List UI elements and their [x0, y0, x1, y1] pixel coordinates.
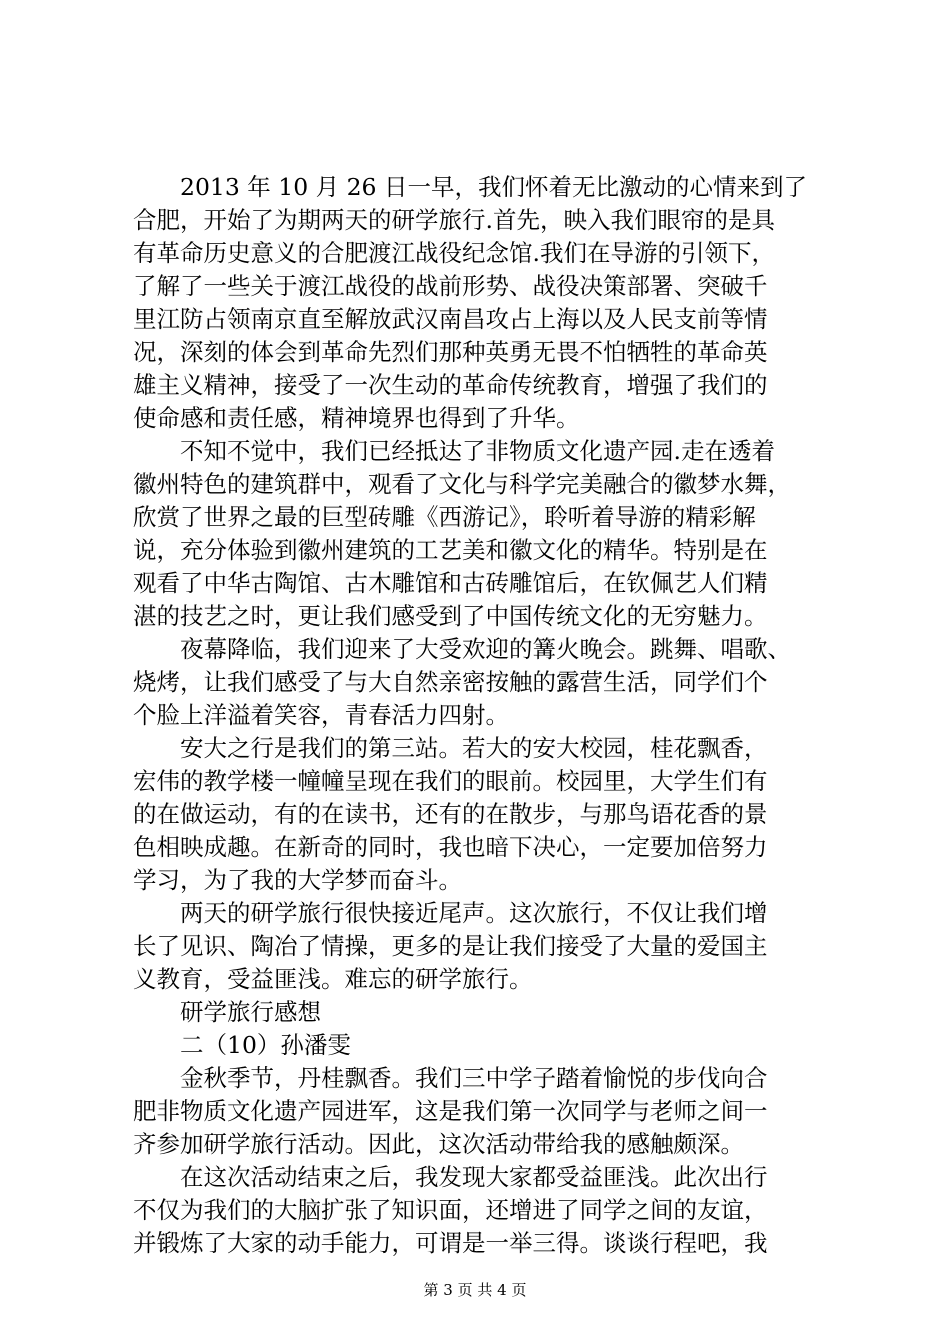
text-line: 不仅为我们的大脑扩张了知识面，还增进了同学之间的友谊，: [133, 1196, 768, 1224]
text-line: 合肥，开始了为期两天的研学旅行.首先，映入我们眼帘的是具: [133, 206, 775, 234]
text-line: 义教育，受益匪浅。难忘的研学旅行。: [133, 965, 533, 993]
text-line: 欣赏了世界之最的巨型砖雕《西游记》，聆听着导游的精彩解: [133, 503, 756, 531]
text-line: 有革命历史意义的合肥渡江战役纪念馆.我们在导游的引领下，: [133, 239, 775, 267]
document-body: [133, 171, 833, 1260]
text-line: 烧烤，让我们感受了与大自然亲密按触的露营生活，同学们个: [133, 668, 768, 696]
text-line: 学习，为了我的大学梦而奋斗。: [133, 866, 462, 894]
text-line: 齐参加研学旅行活动。因此，这次活动带给我的感触颇深。: [133, 1130, 744, 1158]
text-line: 徽州特色的建筑群中，观看了文化与科学完美融合的徽梦水舞，: [133, 470, 791, 498]
text-line: 在这次活动结束之后，我发现大家都受益匪浅。此次出行: [180, 1163, 768, 1191]
text-line: 长了见识、陶冶了情操，更多的是让我们接受了大量的爱国主: [133, 932, 768, 960]
text-line: 金秋季节，丹桂飘香。我们三中学子踏着愉悦的步伐向合: [180, 1064, 768, 1092]
text-line: 的在做运动，有的在读书，还有的在散步，与那鸟语花香的景: [133, 800, 768, 828]
text-line: 宏伟的教学楼一幢幢呈现在我们的眼前。校园里，大学生们有: [133, 767, 768, 795]
text-line: 使命感和责任感，精神境界也得到了升华。: [133, 404, 580, 432]
text-line: 夜幕降临，我们迎来了大受欢迎的篝火晚会。跳舞、唱歌、: [180, 635, 791, 663]
text-line: 里江防占领南京直至解放武汉南昌攻占上海以及人民支前等情: [133, 305, 768, 333]
text-line: 个脸上洋溢着笑容，青春活力四射。: [133, 701, 509, 729]
text-line: 说，充分体验到徽州建筑的工艺美和徽文化的精华。特别是在: [133, 536, 768, 564]
page-footer: 第 3 页 共 4 页: [423, 1281, 527, 1299]
text-line: 安大之行是我们的第三站。若大的安大校园，桂花飘香，: [180, 734, 768, 762]
text-line: 湛的技艺之时，更让我们感受到了中国传统文化的无穷魅力。: [133, 602, 768, 630]
text-line: 况，深刻的体会到革命先烈们那种英勇无畏不怕牺牲的革命英: [133, 338, 768, 366]
text-line: 2013 年 10 月 26 日一早，我们怀着无比激动的心情来到了: [180, 173, 807, 201]
text-line: 两天的研学旅行很快接近尾声。这次旅行，不仅让我们增: [180, 899, 768, 927]
text-line: 二（10）孙潘雯: [180, 1031, 351, 1059]
text-line: 了解了一些关于渡江战役的战前形势、战役决策部署、突破千: [133, 272, 768, 300]
text-line: 并锻炼了大家的动手能力，可谓是一举三得。谈谈行程吧，我: [133, 1229, 768, 1257]
text-line: 观看了中华古陶馆、古木雕馆和古砖雕馆后，在钦佩艺人们精: [133, 569, 768, 597]
text-line: 色相映成趣。在新奇的同时，我也暗下决心，一定要加倍努力: [133, 833, 768, 861]
text-line: 雄主义精神，接受了一次生动的革命传统教育，增强了我们的: [133, 371, 768, 399]
text-line: 肥非物质文化遗产园进军，这是我们第一次同学与老师之间一: [133, 1097, 768, 1125]
text-line: 研学旅行感想: [180, 998, 321, 1026]
text-line: 不知不觉中，我们已经抵达了非物质文化遗产园.走在透着: [180, 437, 775, 465]
